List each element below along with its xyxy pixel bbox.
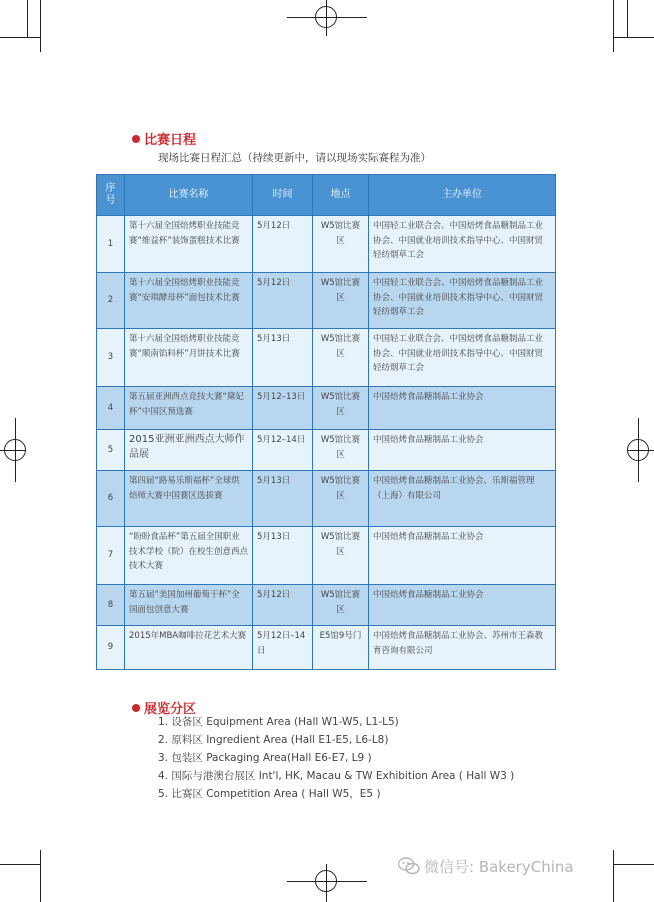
column-header: 时间: [253, 175, 313, 216]
event-organizer: 中国焙烤食品糖制品工业协会: [369, 430, 556, 471]
list-item: 4. 国际与港澳台展区 Int'l, HK, Macau & TW Exhibition Area ( Hall W3 ): [158, 770, 515, 782]
event-organizer: 中国轻工业联合会、中国焙烤食品糖制品工业协会、中国就业培训技术指导中心、中国财贸轻纺烟草工会: [369, 216, 556, 273]
list-item: 5. 比赛区 Competition Area ( Hall W5，E5 ): [158, 788, 381, 800]
event-time: 5月12日–14日: [253, 626, 313, 670]
event-time: 5月12日: [253, 585, 313, 626]
event-place: W5馆比赛区: [313, 387, 369, 430]
event-time: 5月12日: [253, 216, 313, 273]
table-row: [97, 216, 556, 273]
event-time: 5月13日: [253, 329, 313, 387]
table-row: [97, 430, 556, 471]
event-place: W5馆比赛区: [313, 216, 369, 273]
column-header-label: 序号: [105, 183, 116, 206]
event-organizer: 中国焙烤食品糖制品工业协会、苏州市王森教育咨询有限公司: [369, 626, 556, 670]
event-time: 5月13日: [253, 471, 313, 527]
row-number: 8: [97, 585, 125, 626]
event-place: E5馆9号门: [313, 626, 369, 670]
exhibition-list: [158, 713, 514, 803]
table-row: [97, 273, 556, 329]
registration-mark: [315, 6, 337, 28]
event-name: 2015亚洲亚洲西点大师作品展: [125, 430, 253, 471]
row-number: 3: [97, 329, 125, 387]
row-number: 7: [97, 527, 125, 585]
crop-mark: [40, 0, 41, 52]
table-row: [97, 329, 556, 387]
crop-mark: [613, 850, 614, 902]
event-name: 第五届亚洲西点竞技大赛“黛妃杯”中国区预选赛: [125, 387, 253, 430]
row-number: 4: [97, 387, 125, 430]
event-organizer: 中国焙烤食品糖制品工业协会: [369, 387, 556, 430]
row-number: 5: [97, 430, 125, 471]
event-organizer: 中国焙烤食品糖制品工业协会: [369, 585, 556, 626]
column-header: 比赛名称: [125, 175, 253, 216]
crop-mark: [627, 0, 628, 38]
event-place: W5馆比赛区: [313, 273, 369, 329]
event-organizer: 中国焙烤食品糖制品工业协会: [369, 527, 556, 585]
crop-mark: [27, 0, 28, 38]
row-number: 6: [97, 471, 125, 527]
crop-mark: [614, 37, 654, 38]
schedule-table: [96, 174, 556, 670]
registration-mark: [627, 439, 649, 461]
event-time: 5月12–13日: [253, 387, 313, 430]
registration-mark: [315, 870, 337, 892]
watermark-text: 微信号: BakeryChina: [424, 858, 574, 876]
row-number: 9: [97, 626, 125, 670]
schedule-title: 比赛日程: [144, 133, 197, 148]
event-place: W5馆比赛区: [313, 527, 369, 585]
table-row: [97, 387, 556, 430]
event-name: 第四届“路易乐斯福杯”全球烘焙师大赛中国赛区选拔赛: [125, 471, 253, 527]
bullet-dot-icon: [132, 704, 140, 712]
table-row: [97, 471, 556, 527]
crop-mark: [0, 37, 40, 38]
row-number: 2: [97, 273, 125, 329]
event-organizer: 中国焙烤食品糖制品工业协会、乐斯福管理（上海）有限公司: [369, 471, 556, 527]
column-header: [97, 175, 125, 216]
event-place: W5馆比赛区: [313, 585, 369, 626]
event-name: 2015年MBA咖啡拉花艺术大赛: [125, 626, 253, 670]
event-name: 第十六届全国焙烤职业技能竞赛“维益杯”装饰蛋糕技术比赛: [125, 216, 253, 273]
bullet-dot-icon: [132, 135, 140, 143]
crop-mark: [613, 0, 614, 52]
event-name: 第十六届全国焙烤职业技能竞赛“安琪酵母杯”面包技术比赛: [125, 273, 253, 329]
list-item: 1. 设备区 Equipment Area (Hall W1-W5, L1-L5): [158, 716, 399, 728]
event-organizer: 中国轻工业联合会、中国焙烤食品糖制品工业协会、中国就业培训技术指导中心、中国财贸轻纺烟草工会: [369, 273, 556, 329]
table-row: [97, 626, 556, 670]
event-time: 5月13日: [253, 527, 313, 585]
table-row: [97, 585, 556, 626]
table-header-row: [97, 175, 556, 216]
event-time: 5月12日: [253, 273, 313, 329]
wechat-icon: [398, 857, 420, 875]
schedule-subtitle: 现场比赛日程汇总（持续更新中，请以现场实际赛程为准）: [158, 152, 431, 164]
event-organizer: 中国轻工业联合会、中国焙烤食品糖制品工业协会、中国就业培训技术指导中心、中国财贸轻纺烟草工会: [369, 329, 556, 387]
row-number: 1: [97, 216, 125, 273]
column-header: 主办单位: [369, 175, 556, 216]
column-header: 地点: [313, 175, 369, 216]
list-item: 2. 原料区 Ingredient Area (Hall E1-E5, L6-L8): [158, 734, 389, 746]
event-place: W5馆比赛区: [313, 329, 369, 387]
event-place: W5馆比赛区: [313, 430, 369, 471]
crop-mark: [40, 850, 41, 902]
crop-mark: [0, 864, 40, 865]
wechat-watermark: [398, 856, 574, 877]
event-time: 5月12–14日: [253, 430, 313, 471]
crop-mark: [614, 864, 654, 865]
event-name: 第十六届全国焙烤职业技能竞赛“顺南馅料杯”月饼技术比赛: [125, 329, 253, 387]
event-place: W5馆比赛区: [313, 471, 369, 527]
event-name: 第五届“美国加州葡萄干杯”全国面包创意大赛: [125, 585, 253, 626]
event-name: “盼盼食品杯”第五届全国职业技术学校（院）在校生创意西点技术大赛: [125, 527, 253, 585]
registration-mark: [4, 439, 26, 461]
exhibition-title: 展览分区: [144, 702, 197, 717]
table-row: [97, 527, 556, 585]
list-item: 3. 包装区 Packaging Area(Hall E6-E7, L9 ): [158, 752, 372, 764]
schedule-heading: [132, 129, 196, 148]
